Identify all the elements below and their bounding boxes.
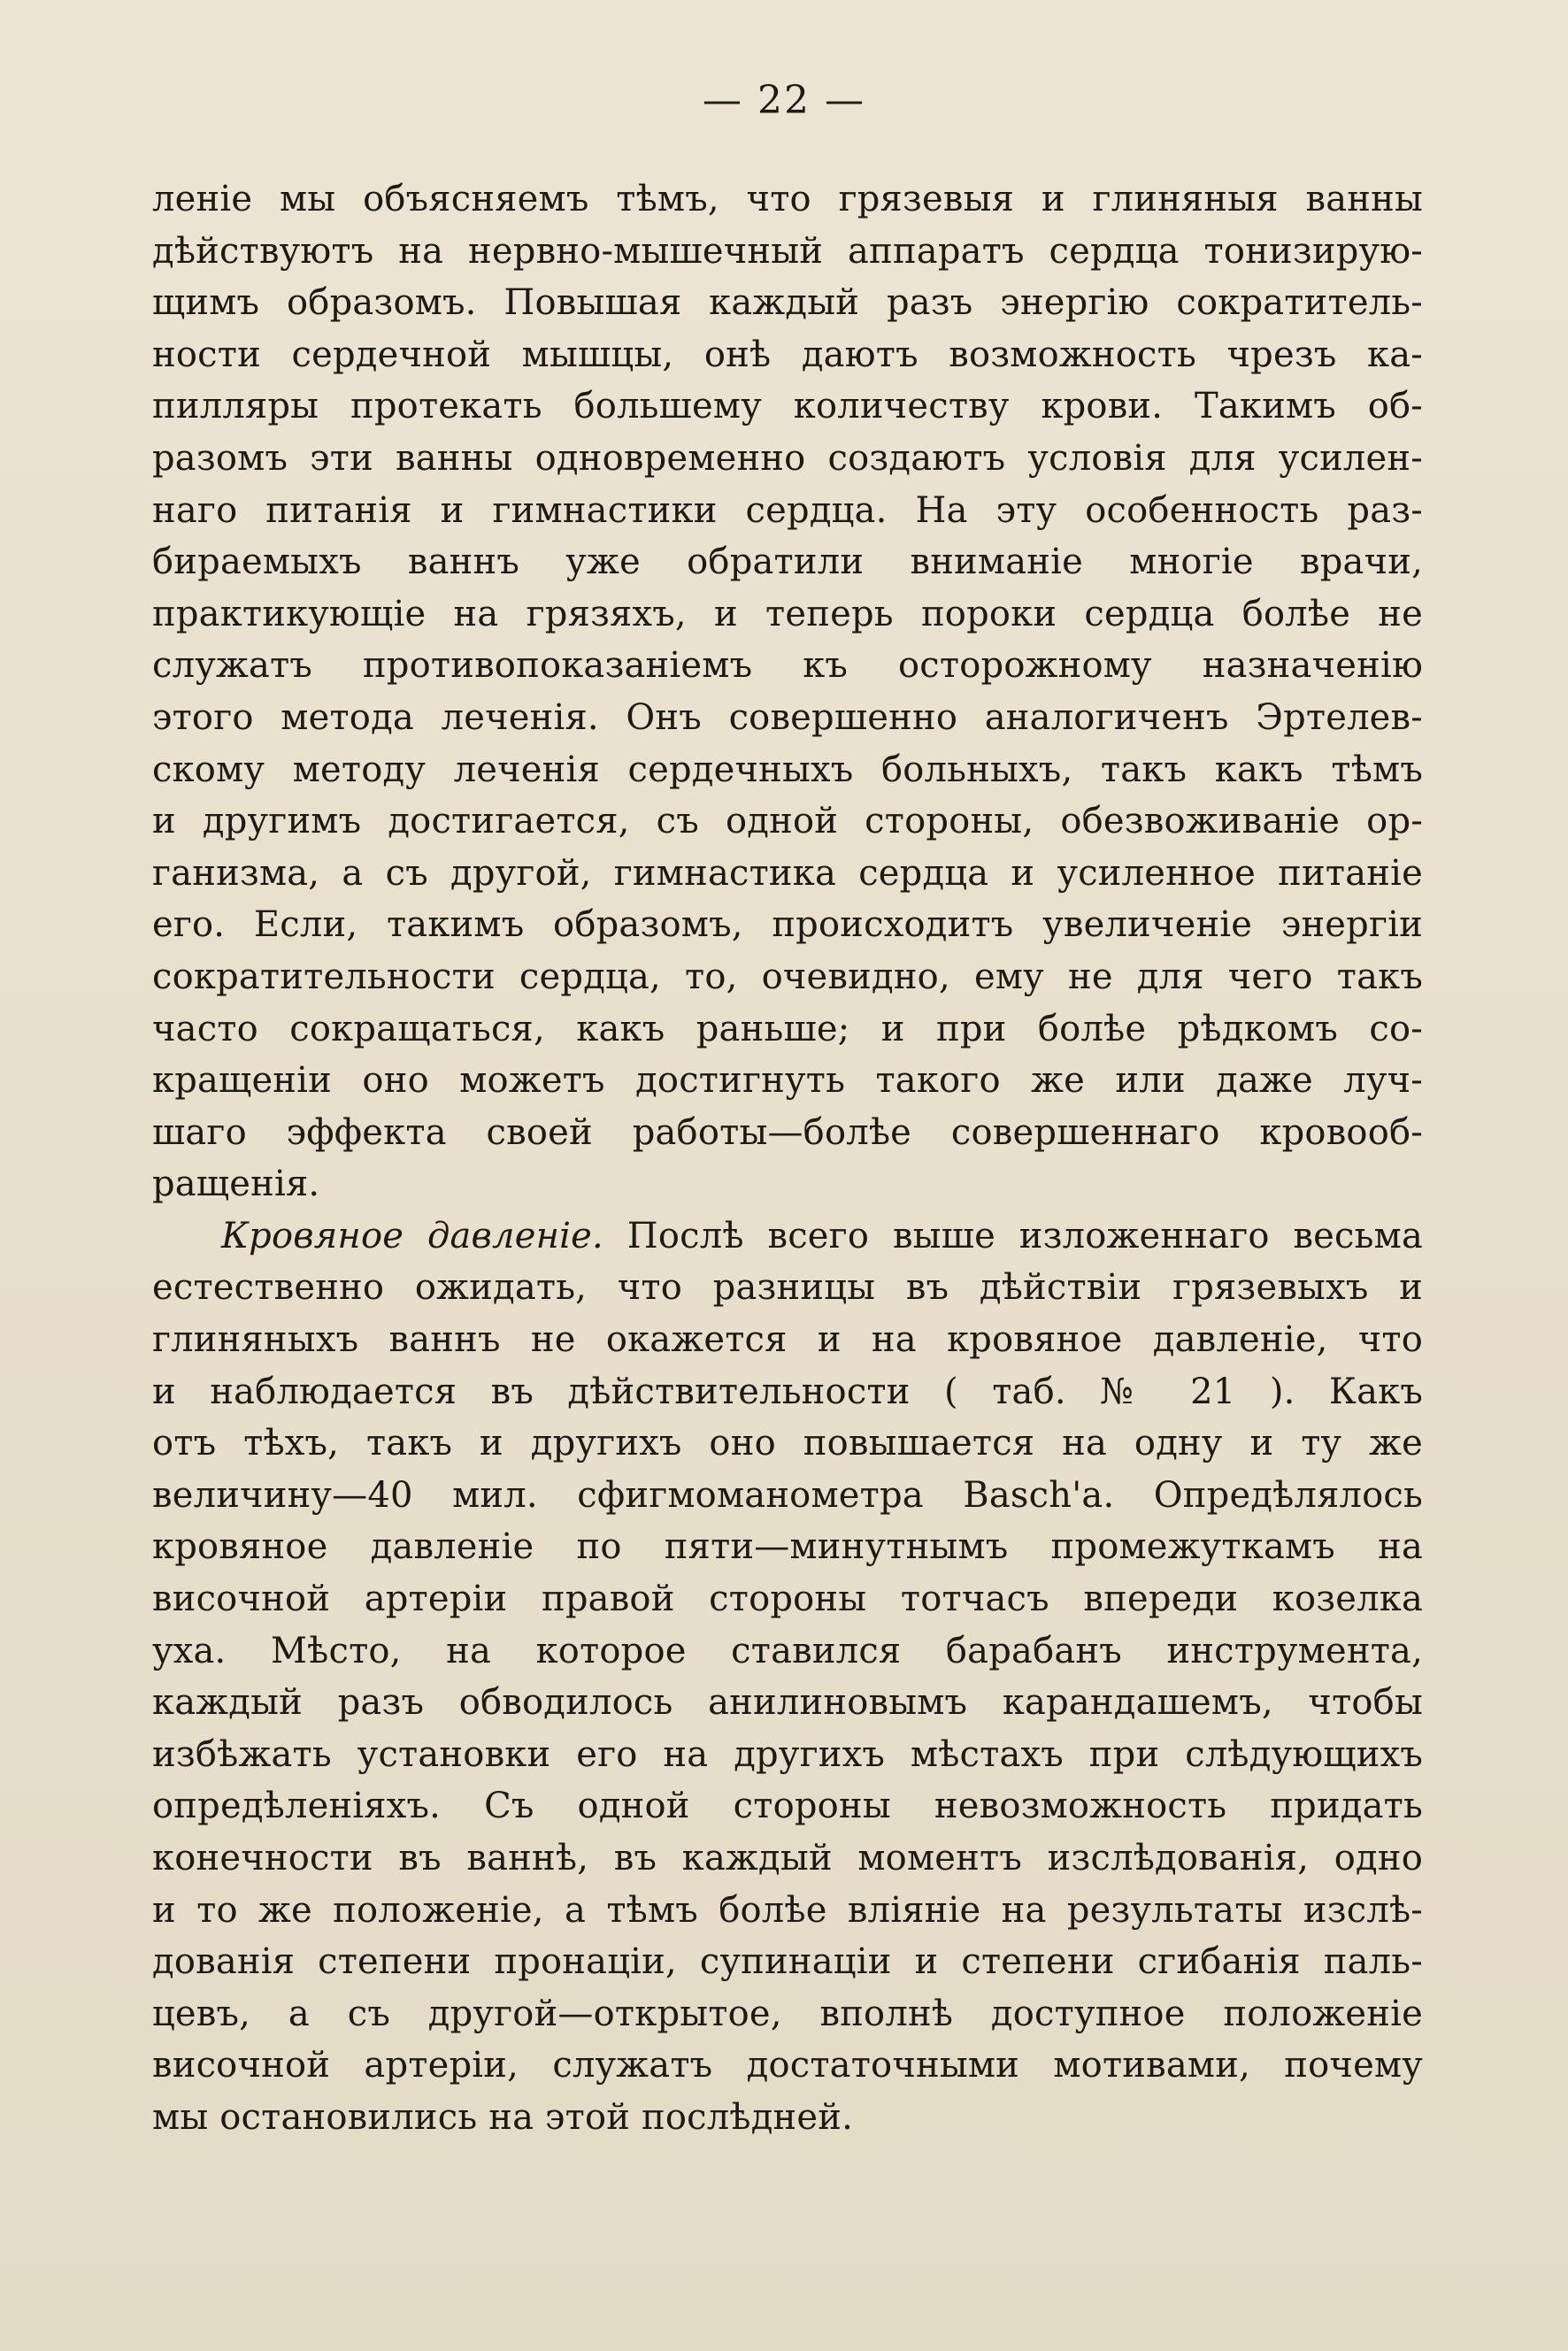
text-line: конечности въ ваннѣ, въ каждый моментъ изслѣдованія, одно [152, 1838, 1423, 1878]
page-number: — 22 — [703, 78, 865, 123]
text-line: каждый разъ обводилось анилиновымъ карандашемъ, чтобы [152, 1682, 1423, 1724]
text-line: и другимъ достигается, съ одной стороны, обезвоживаніе ор- [152, 801, 1423, 842]
text-line: височной артеріи правой стороны тотчасъ впереди козелка [152, 1579, 1423, 1620]
text-line: височной артеріи, служатъ достаточными мотивами, почему [152, 2045, 1423, 2086]
text-line: и наблюдается въ дѣйствительности ( таб. № 21 ). Какъ [152, 1371, 1423, 1412]
text-line: практикующіе на грязяхъ, и теперь пороки сердца болѣе не [152, 593, 1423, 634]
text-line: щимъ образомъ. Повышая каждый разъ энергію сократитель- [152, 282, 1423, 324]
text-line: скому методу леченія сердечныхъ больныхъ, такъ какъ тѣмъ [152, 749, 1423, 790]
first-line-rest: Послѣ всего выше изложеннаго весьма [626, 1215, 1423, 1256]
text-line: служатъ противопоказаніемъ къ осторожному назначенію [152, 645, 1423, 687]
text-line: этого метода леченія. Онъ совершенно аналогиченъ Эртелев- [152, 696, 1423, 738]
text-line: и то же положеніе, а тѣмъ болѣе вліяніе на результаты изслѣ- [152, 1889, 1423, 1931]
text-line: кращеніи оно можетъ достигнуть такого же или даже луч- [152, 1060, 1423, 1102]
text-line: леніе мы объясняемъ тѣмъ, что грязевыя и глиняныя ванны [152, 179, 1423, 219]
text-line: сократительности сердца, то, очевидно, ему не для чего такъ [152, 956, 1423, 997]
text-line: наго питанія и гимнастики сердца. На эту особенность раз- [152, 489, 1423, 531]
text-line: шаго эффекта своей работы—болѣе совершеннаго кровооб- [152, 1111, 1423, 1153]
text-line: его. Если, такимъ образомъ, происходитъ увеличеніе энергіи [152, 904, 1423, 946]
text-line: бираемыхъ ваннъ уже обратили вниманіе многіе врачи, [152, 542, 1423, 583]
text-line: величину—40 мил. сфигмоманометра Basch'а. Опредѣлялось [152, 1474, 1423, 1516]
text-line: цевъ, а съ другой—открытое, вполнѣ доступное положеніе [152, 1993, 1423, 2034]
text-line: кровяное давленіе по пяти—минутнымъ промежуткамъ на [152, 1526, 1423, 1568]
text-line: ганизма, а съ другой, гимнастика сердца и усиленное питаніе [152, 852, 1423, 894]
text-line: пилляры протекать большему количеству крови. Такимъ об- [152, 386, 1423, 427]
text-line: естественно ожидать, что разницы въ дѣйствіи грязевыхъ и [152, 1267, 1423, 1309]
body-text [152, 173, 1423, 2144]
text-line: опредѣленіяхъ. Съ одной стороны невозможность придать [152, 1786, 1423, 1827]
paragraph-2-first-line [152, 1210, 1423, 1263]
text-line: ности сердечной мышцы, онѣ даютъ возможность чрезъ ка- [152, 334, 1423, 375]
text-line: ращенія. [152, 1164, 320, 1205]
text-line: мы остановились на этой послѣдней. [152, 2096, 854, 2138]
paragraph-1 [152, 173, 1423, 1210]
text-line: отъ тѣхъ, такъ и другихъ оно повышается на одну и ту же [152, 1423, 1423, 1464]
text-line: избѣжать установки его на другихъ мѣстахъ при слѣдующихъ [152, 1733, 1423, 1775]
text-line: дованія степени пронаціи, супинаціи и степени сгибанія паль- [152, 1941, 1423, 1983]
text-line: дѣйствуютъ на нервно-мышечный аппаратъ сердца тонизирую- [152, 230, 1423, 272]
text-line: разомъ эти ванны одновременно создаютъ условія для усилен- [152, 437, 1423, 479]
section-heading: Кровяное давленіе. [221, 1215, 603, 1256]
text-line: глиняныхъ ваннъ не окажется и на кровяное давленіе, что [152, 1319, 1423, 1361]
text-line: уха. Мѣсто, на которое ставился барабанъ инструмента, [152, 1630, 1423, 1671]
text-line: часто сокращаться, какъ раньше; и при болѣе рѣдкомъ со- [152, 1008, 1423, 1049]
paragraph-2 [152, 1210, 1423, 2144]
